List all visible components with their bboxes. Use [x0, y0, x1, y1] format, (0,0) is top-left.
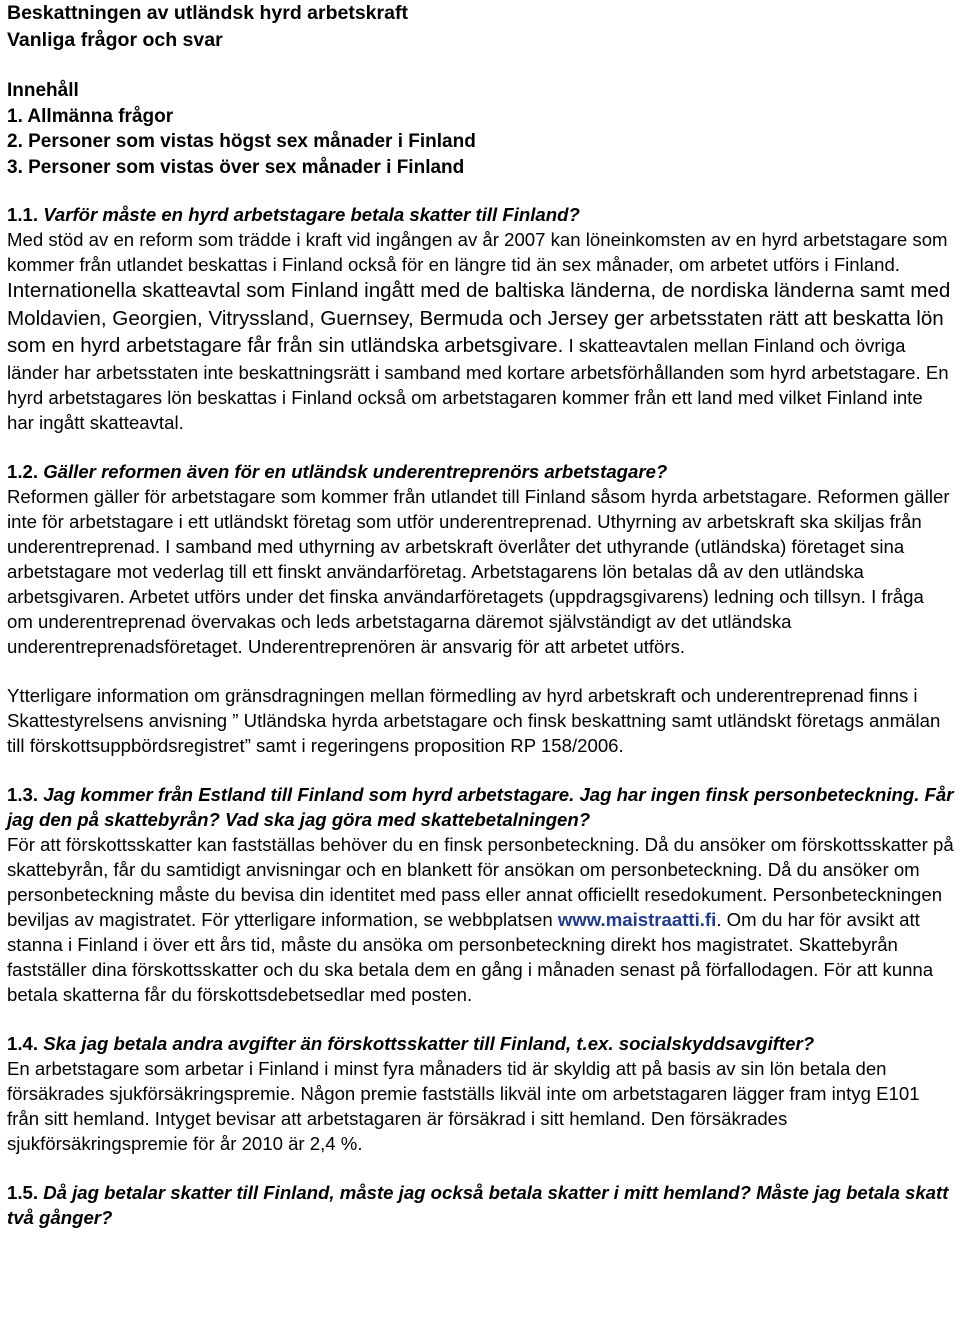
- maistraatti-link[interactable]: www.maistraatti.fi: [557, 908, 717, 930]
- question-number: 1.4.: [7, 1032, 39, 1054]
- section-1-1: [7, 202, 954, 435]
- question-text: Jag kommer från Estland till Finland som hyrd arbetstagare. Jag har ingen finsk personbeteckning. Får jag den på skattebyrån? Vad ska jag göra med skattebetalningen?: [7, 783, 954, 830]
- question-heading: [7, 1031, 954, 1056]
- question-text: Varför måste en hyrd arbetstagare betala skatter till Finland?: [43, 204, 580, 225]
- section-1-2: [7, 459, 954, 758]
- title-line-1: Beskattningen av utländsk hyrd arbetskraft: [7, 2, 408, 24]
- toc-item-short-stay[interactable]: 2. Personer som vistas högst sex månader i Finland: [7, 131, 476, 152]
- document-title: [7, 0, 954, 54]
- section-1-5: [7, 1180, 954, 1230]
- question-heading: [7, 782, 954, 832]
- question-text: Ska jag betala andra avgifter än förskottsskatter till Finland, t.ex. socialskyddsavgifter?: [43, 1032, 815, 1054]
- table-of-contents: [7, 78, 954, 180]
- toc-item-general[interactable]: 1. Allmänna frågor: [7, 105, 174, 127]
- answer-paragraph: Reformen gäller för arbetstagare som kommer från utlandet till Finland såsom hyrda arbetstagare. Reformen gäller inte för arbetstagare i ett utländskt företag som utför underentreprenad. Uthyrning av arbetskraft ska skiljas från underentreprenad. I samband med uthyrning av arbetskraft överlåter det uthyrande (utländska) företaget sina arbetstagare mot vederlag till ett finskt användarföretag. Arbetstagarens lön betalas då av den utländska arbetsgivaren. Arbetet utförs under det finska användarföretagets (uppdragsgivarens) ledning och tillsyn. I fråga om underentreprenad övervakas och leds arbetstagarna däremot självständigt av det utländska underentreprenadsföretaget. Underentreprenören är ansvarig för att arbetet utförs.: [7, 485, 950, 657]
- question-number: 1.5.: [7, 1181, 39, 1203]
- answer-paragraph: Ytterligare information om gränsdragningen mellan förmedling av hyrd arbetskraft och underentreprenad finns i Skattestyrelsens anvisning ” Utländska hyrda arbetstagare och finsk beskattning samt utländskt företags anmälan till förskottsuppbördsregistret” samt i regeringens proposition RP 158/2006.: [7, 684, 941, 756]
- answer-text-large: Internationella skatteavtal som Finland ingått med de baltiska länderna, de nordiska länderna samt med Moldavien, Georgien, Vitryssland, Guernsey, Bermuda och Jersey ger arbetsstaten rätt att beskatta lön som en hyrd arbetstagare får från sin utländska arbetsgivare.: [7, 279, 951, 357]
- question-number: 1.1.: [7, 204, 39, 225]
- toc-item-long-stay[interactable]: 3. Personer som vistas över sex månader i Finland: [7, 156, 465, 178]
- question-number: 1.2.: [7, 460, 39, 482]
- toc-heading: Innehåll: [7, 80, 79, 101]
- question-number: 1.3.: [7, 783, 39, 805]
- answer-paragraph: [7, 227, 954, 435]
- answer-text: . Om du har för avsikt att stanna i Finland i över ett års tid, måste du ansöka om personbeteckning direkt hos magistratet. Skattebyrån fastställer dina förskottsskatter och du ska betala dem en gång i månaden senast på förfallodagen. För att kunna betala skatterna får du förskottsdebetsedlar med posten.: [7, 908, 934, 1005]
- answer-paragraph: En arbetstagare som arbetar i Finland i minst fyra månaders tid är skyldig att på basis av sin lön betala den försäkrades sjukförsäkringspremie. Någon premie fastställs likväl inte om arbetstagaren lägger fram intyg E101 från sitt hemland. Intyget bevisar att arbetstagaren är försäkrad i sitt hemland. Den försäkrades sjukförsäkringspremie för år 2010 är 2,4 %.: [7, 1057, 920, 1154]
- answer-text: För att förskottsskatter kan fastställas behöver du en finsk personbeteckning. Då du ansöker om förskottsskatter på skattebyrån, får du samtidigt anvisningar och en blankett för ansökan om personbeteckning. Då du ansöker om personbeteckning måste du bevisa din identitet med pass eller annat officiellt resedokument. Personbeteckningen beviljas av magistratet. För ytterligare information, se webbplatsen: [7, 833, 954, 930]
- question-text: Gäller reformen även för en utländsk underentreprenörs arbetstagare?: [43, 460, 668, 482]
- answer-text: Med stöd av en reform som trädde i kraft vid ingången av år 2007 kan löneinkomsten av en hyrd arbetstagare som kommer från utlandet beskattas i Finland också för en längre tid än sex månader, om arbetet utförs i Finland.: [7, 229, 948, 275]
- answer-text: I skatteavtalen mellan Finland och övriga länder har arbetsstaten inte beskattningsrätt i samband med kortare arbetsförhållanden som hyrd arbetstagare. En hyrd arbetstagares lön beskattas i Finland också om arbetstagaren kommer från ett land med vilket Finland inte har ingått skatteavtal.: [7, 335, 949, 433]
- question-heading: [7, 202, 954, 227]
- section-1-3: [7, 782, 954, 1007]
- title-line-2: Vanliga frågor och svar: [7, 29, 223, 51]
- question-text: Då jag betalar skatter till Finland, måste jag också betala skatter i mitt hemland? Måste jag betala skatt två gånger?: [7, 1181, 949, 1228]
- section-1-4: [7, 1031, 954, 1156]
- question-heading: [7, 459, 954, 484]
- answer-paragraph: [7, 832, 954, 1007]
- question-heading: [7, 1180, 954, 1230]
